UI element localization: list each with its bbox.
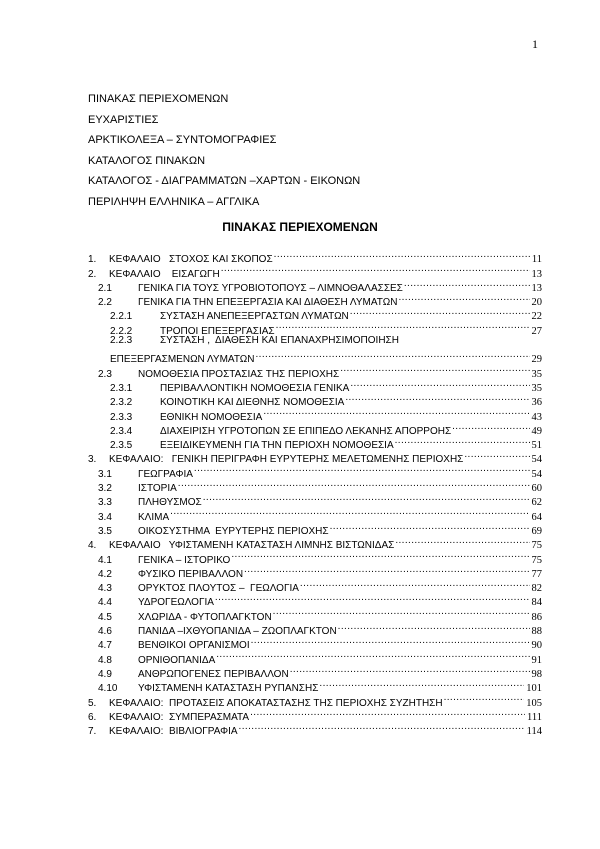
toc-entry-title: ΟΙΚΟΣΥΣΤΗΜΑ ΕΥΡΥΤΕΡΗΣ ΠΕΡΙΟΧΗΣ [138,525,329,537]
toc-entry-title: ΕΞΕΙΔΙΚΕΥΜΕΝΗ ΓΙΑ ΤΗΝ ΠΕΡΙΟΧΗ ΝΟΜΟΘΕΣΙΑ [160,440,394,452]
toc-entry-dot-leader [319,677,524,691]
toc-entry-dot-leader [395,534,529,548]
toc-entry-number: 2.2.1 [110,311,133,323]
toc-entry-number: 2.2 [98,297,112,309]
toc-entry-dot-leader [276,319,530,333]
toc-entry-number: 4.9 [98,668,112,680]
toc-entry-title: ΚΕΦΑΛΑΙΟ ΥΦΙΣΤΑΜΕΝΗ ΚΑΤΑΣΤΑΣΗ ΛΙΜΝΗΣ ΒΙΣΤΩΝΙΔΑΣ [109,540,395,552]
toc-entry-dot-leader [221,262,530,276]
toc-entry-number: 4.7 [98,640,112,652]
toc-entry-title: ΔΙΑΧΕΙΡΙΣΗ ΥΓΡΟΤΟΠΩΝ ΣΕ ΕΠΙΠΕΔΟ ΛΕΚΑΝΗΣ ΑΠΟΡΡΟΗΣ [160,425,452,437]
toc-entry-number: 2.3 [98,368,112,380]
toc-entry-title: ΟΡΥΚΤΟΣ ΠΛΟΥΤΟΣ – ΓΕΩΛΟΓΙΑ [138,583,299,595]
toc-entry-number: 3.5 [98,525,112,537]
toc-entry-title: ΕΠΕΞΕΡΓΑΣΜΕΝΩΝ ΛΥΜΑΤΩΝ [110,354,255,366]
toc-entry[interactable] [88,248,542,266]
page-number: 1 [532,37,538,51]
toc-entry-title: ΓΕΝΙΚΑ ΓΙΑ ΤΗΝ ΕΠΕΞΕΡΓΑΣΙΑ ΚΑΙ ΔΙΑΘΕΣΗ ΛΥΜΑΤΩΝ [138,297,398,309]
toc-entry-title: ΚΕΦΑΛΑΙΟ: ΣΥΜΠΕΡΑΣΜΑΤΑ [109,711,250,723]
toc-entry-number: 2.2.2 [110,325,133,337]
toc-entry-dot-leader [452,420,529,434]
toc-entry-number: 4.3 [98,583,112,595]
toc-entry-number: 4.4 [98,597,112,609]
toc-entry-dot-leader [170,505,529,519]
toc-entry-dot-leader [250,706,525,720]
toc-entry-dot-leader [345,391,529,405]
toc-entry-page: 13 [531,282,542,294]
toc-entry-page: 22 [531,311,542,323]
toc-entry-number: 4.10 [98,683,118,695]
toc-entry-title: ΑΝΘΡΩΠΟΓΕΝΕΣ ΠΕΡΙΒΑΛΛΟΝ [138,668,289,680]
toc-entry-dot-leader [244,563,529,577]
toc-entry-dot-leader [350,377,529,391]
toc-entry-dot-leader [350,305,530,319]
front-matter-item-tables: ΚΑΤΑΛΟΓΟΣ ΠΙΝΑΚΩΝ [88,154,206,167]
toc-entry-dot-leader [300,577,530,591]
toc-entry-page: 88 [531,626,542,638]
toc-entry-number: 2.3.1 [110,382,133,394]
toc-entry-title: ΧΛΩΡΙΔΑ - ΦΥΤΟΠΛΑΓΚΤΟΝ [138,611,272,623]
toc-entry-title: ΥΔΡΟΓΕΩΛΟΓΙΑ [138,597,214,609]
toc-entry-page: 105 [526,697,542,709]
toc-entry-dot-leader [464,448,529,462]
toc-entry-title: ΓΕΩΓΡΑΦΙΑ [138,468,193,480]
toc-entry-dot-leader [215,591,530,605]
toc-entry-title: ΟΡΝΙΘΟΠΑΝΙΔΑ [138,654,216,666]
toc-entry-number: 4.2 [98,568,112,580]
front-matter-item-contents: ΠΙΝΑΚΑΣ ΠΕΡΙΕΧΟΜΕΝΩΝ [88,93,229,105]
toc-entry-page: 49 [531,425,542,437]
toc-entry-page: 75 [531,554,542,566]
toc-entry-title: ΣΥΣΤΑΣΗ , ΔΙΑΘΕΣΗ ΚΑΙ ΕΠΑΝΑΧΡΗΣΙΜΟΠΟΙΗΣΗ [160,334,399,346]
toc-entry-title: ΣΥΣΤΑΣΗ ΑΝΕΠΕΞΕΡΓΑΣΤΩΝ ΛΥΜΑΤΩΝ [160,311,349,323]
toc-entry-dot-leader [444,691,525,705]
toc-entry-title: ΚΕΦΑΛΑΙΟ: ΠΡΟΤΑΣΕΙΣ ΑΠΟΚΑΤΑΣΤΑΣΗΣ ΤΗΣ ΠΕΡΙΟΧΗΣ ΣΥΖΗΤΗΣΗ [109,697,443,709]
toc-entry-dot-leader [255,348,529,362]
toc-entry-dot-leader [239,720,525,734]
toc-entry-dot-leader [263,405,529,419]
toc-entry-page: 84 [531,597,542,609]
toc-entry-page: 36 [531,397,542,409]
toc-entry-title: ΓΕΝΙΚΑ – ΙΣΤΟΡΙΚΟ [138,554,231,566]
toc-entry-page: 20 [531,297,542,309]
toc-entry-number: 7. [88,726,97,738]
toc-entry-page: 54 [531,454,542,466]
toc-entry-number: 3.4 [98,511,112,523]
toc-entry-dot-leader [274,248,530,262]
toc-entry-title: ΤΡΟΠΟΙ ΕΠΕΞΕΡΓΑΣΙΑΣ [160,325,275,337]
toc-entry-number: 4.1 [98,554,112,566]
toc-entry-title: ΓΕΝΙΚΑ ΓΙΑ ΤΟΥΣ ΥΓΡΟΒΙΟΤΟΠΟΥΣ – ΛΙΜΝΟΘΑΛΑΣΣΕΣ [138,282,403,294]
toc-entry-number: 4. [88,540,97,552]
toc-entry-page: 60 [531,483,542,495]
toc-entry-page: 29 [531,354,542,366]
toc-entry-title: ΚΛΙΜΑ [138,511,170,523]
toc-entry-page: 98 [531,668,542,680]
toc-entry[interactable] [88,334,542,348]
toc-entry-page: 114 [526,726,542,738]
toc-entry-page: 62 [531,497,542,509]
toc-entry-page: 35 [531,382,542,394]
toc-entry[interactable] [88,348,542,366]
toc-entry-dot-leader [340,362,529,376]
toc-entry-title: ΚΕΦΑΛΑΙΟ ΣΤΟΧΟΣ ΚΑΙ ΣΚΟΠΟΣ [109,254,273,266]
toc-entry-title: ΥΦΙΣΤΑΜΕΝΗ ΚΑΤΑΣΤΑΣΗ ΡΥΠΑΝΣΗΣ [138,683,319,695]
toc-entry-title: ΚΕΦΑΛΑΙΟ: ΓΕΝΙΚΗ ΠΕΡΙΓΡΑΦΗ ΕΥΡΥΤΕΡΗΣ ΜΕΛΕΤΩΜΕΝΗΣ ΠΕΡΙΟΧΗΣ [109,454,464,466]
toc-entry-page: 43 [531,411,542,423]
toc-entry-number: 4.8 [98,654,112,666]
front-matter-item-abstract: ΠΕΡΙΛΗΨΗ ΕΛΛΗΝΙΚΑ – ΑΓΓΛΙΚΑ [88,195,260,208]
toc-entry-number: 2.1 [98,282,112,294]
front-matter-item-figures: ΚΑΤΑΛΟΓΟΣ - ΔΙΑΓΡΑΜΜΑΤΩΝ –ΧΑΡΤΩΝ - ΕΙΚΟΝΩΝ [88,175,361,188]
front-matter-list [88,94,528,218]
front-matter-item-acronyms: ΑΡΚΤΙΚΟΛΕΞΑ – ΣΥΝΤΟΜΟΓΡΑΦΙΕΣ [88,134,277,147]
toc-entry-page: 64 [531,511,542,523]
toc-entry-dot-leader [398,291,529,305]
toc-entry-dot-leader [178,477,530,491]
front-matter-item-acknowledgements: ΕΥΧΑΡΙΣΤΙΕΣ [88,113,159,126]
toc-entry-number: 3.3 [98,497,112,509]
toc-entry-title: ΝΟΜΟΘΕΣΙΑ ΠΡΟΣΤΑΣΙΑΣ ΤΗΣ ΠΕΡΙΟΧΗΣ [138,368,340,380]
toc-entry-page: 35 [531,368,542,380]
toc-entry-number: 5. [88,697,97,709]
toc-entry-title: ΠΛΗΘΥΣΜΟΣ [138,497,202,509]
toc-entry-dot-leader [338,620,530,634]
toc-entry-number: 2.2.3 [110,334,133,346]
toc-entry-dot-leader [404,277,530,291]
toc-entry-number: 2.3.2 [110,397,133,409]
toc-entry-page: 111 [527,711,542,723]
toc-entry-dot-leader [203,491,530,505]
toc-entry-number: 2.3.5 [110,440,133,452]
toc-entry-dot-leader [251,634,530,648]
toc-entry-page: 54 [531,468,542,480]
toc-entry-dot-leader [216,648,529,662]
toc-entry-title: ΙΣΤΟΡΙΑ [138,483,177,495]
table-of-contents [88,248,542,738]
toc-entry-title: ΚΕΦΑΛΑΙΟ ΕΙΣΑΓΩΓΗ [109,268,220,280]
toc-entry-page: 91 [531,654,542,666]
toc-entry-dot-leader [273,605,530,619]
toc-entry-number: 3. [88,454,97,466]
toc-entry-dot-leader [194,462,530,476]
toc-entry-number: 2.3.3 [110,411,133,423]
toc-entry-page: 13 [531,268,542,280]
toc-entry-number: 1. [88,254,97,266]
toc-entry-page: 75 [531,540,542,552]
toc-heading: ΠΙΝΑΚΑΣ ΠΕΡΙΕΧΟΜΕΝΩΝ [222,220,378,234]
toc-entry-title: ΠΕΡΙΒΑΛΛΟΝΤΙΚΗ ΝΟΜΟΘΕΣΙΑ ΓΕΝΙΚΑ [160,382,350,394]
toc-entry-number: 3.2 [98,483,112,495]
toc-entry-page: 11 [531,254,542,266]
toc-entry-number: 4.6 [98,626,112,638]
toc-entry-page: 69 [531,525,542,537]
toc-entry-number: 3.1 [98,468,112,480]
toc-entry-page: 82 [531,583,542,595]
toc-entry-page: 90 [531,640,542,652]
toc-entry-title: ΚΕΦΑΛΑΙΟ: ΒΙΒΛΙΟΓΡΑΦΙΑ [109,726,238,738]
toc-entry-page: 27 [531,325,542,337]
toc-entry-title: ΚΟΙΝΟΤΙΚΗ ΚΑΙ ΔΙΕΘΝΗΣ ΝΟΜΟΘΕΣΙΑ [160,397,345,409]
toc-entry-number: 6. [88,711,97,723]
toc-entry-page: 101 [526,683,542,695]
toc-entry-dot-leader [395,434,530,448]
toc-entry-number: 2.3.4 [110,425,133,437]
toc-entry-dot-leader [290,663,530,677]
toc-entry-title: ΦΥΣΙΚΟ ΠΕΡΙΒΑΛΛΟΝ [138,568,244,580]
toc-entry-number: 2. [88,268,97,280]
toc-entry-title: ΠΑΝΙΔΑ –ΙΧΘΥΟΠΑΝΙΔΑ – ΖΩΟΠΛΑΓΚΤΟΝ [138,626,337,638]
toc-entry-dot-leader [330,520,530,534]
toc-entry-dot-leader [231,548,529,562]
toc-entry-number: 4.5 [98,611,112,623]
toc-entry-page: 51 [531,440,542,452]
toc-entry-title: ΕΘΝΙΚΗ ΝΟΜΟΘΕΣΙΑ [160,411,263,423]
toc-entry-page: 86 [531,611,542,623]
toc-entry-page: 77 [531,568,542,580]
toc-entry-title: ΒΕΝΘΙΚΟΙ ΟΡΓΑΝΙΣΜΟΙ [138,640,250,652]
